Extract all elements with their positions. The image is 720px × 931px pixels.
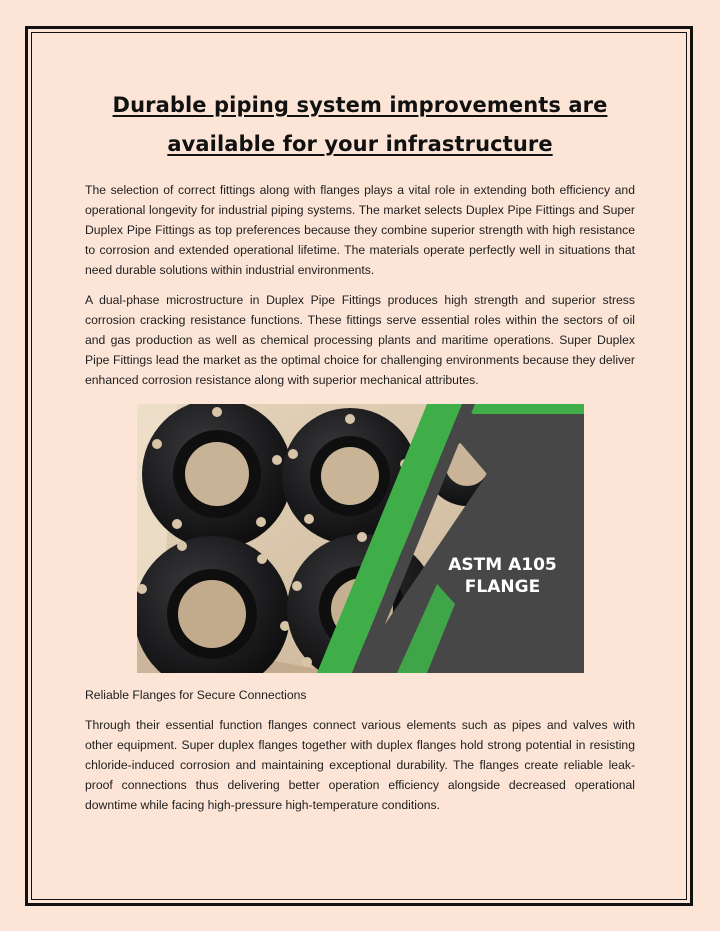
green-stripe-top — [457, 404, 584, 414]
document-content — [85, 86, 635, 825]
flange-top-left — [142, 404, 292, 549]
image-label-line-2: FLANGE — [464, 577, 541, 597]
image-label-line-1: ASTM A105 — [448, 555, 557, 575]
flange-photo — [137, 404, 584, 673]
paragraph-intro: The selection of correct fittings along with flanges plays a vital role in extending both efficiency and operational longevity for industrial piping systems. The market selects Duplex Pipe Fittings and Super Duplex Pipe Fittings as top preferences because they combine superior strength with high resistance to corrosion and extended operational lifetime. The materials operate perfectly well in situations that need durable solutions within industrial environments. — [85, 183, 635, 277]
title-line-1: Durable piping system improvements are — [112, 93, 608, 117]
document-title — [85, 86, 635, 164]
flange-product-image — [137, 404, 584, 673]
section-heading-flanges: Reliable Flanges for Secure Connections — [85, 688, 307, 702]
image-label — [443, 554, 563, 598]
paragraph-duplex: A dual-phase microstructure in Duplex Pipe Fittings produces high strength and superior stress corrosion cracking resistance functions. These fittings serve essential roles within the sectors of oil and gas production as well as chemical processing plants and maritime operations. Super Duplex Pipe Fittings lead the market as the optimal choice for challenging environments because they deliver enhanced corrosion resistance along with superior mechanical attributes. — [85, 293, 635, 387]
paragraph-flanges: Through their essential function flanges connect various elements such as pipes and valves with other equipment. Super duplex flanges together with duplex flanges hold strong potential in resisting chloride-induced corrosion and maintaining exceptional durability. The flanges create reliable leak-proof connections thus delivering better operation efficiency alongside decreased operational downtime while facing high-pressure high-temperature conditions. — [85, 718, 635, 812]
title-line-2: available for your infrastructure — [167, 132, 553, 156]
